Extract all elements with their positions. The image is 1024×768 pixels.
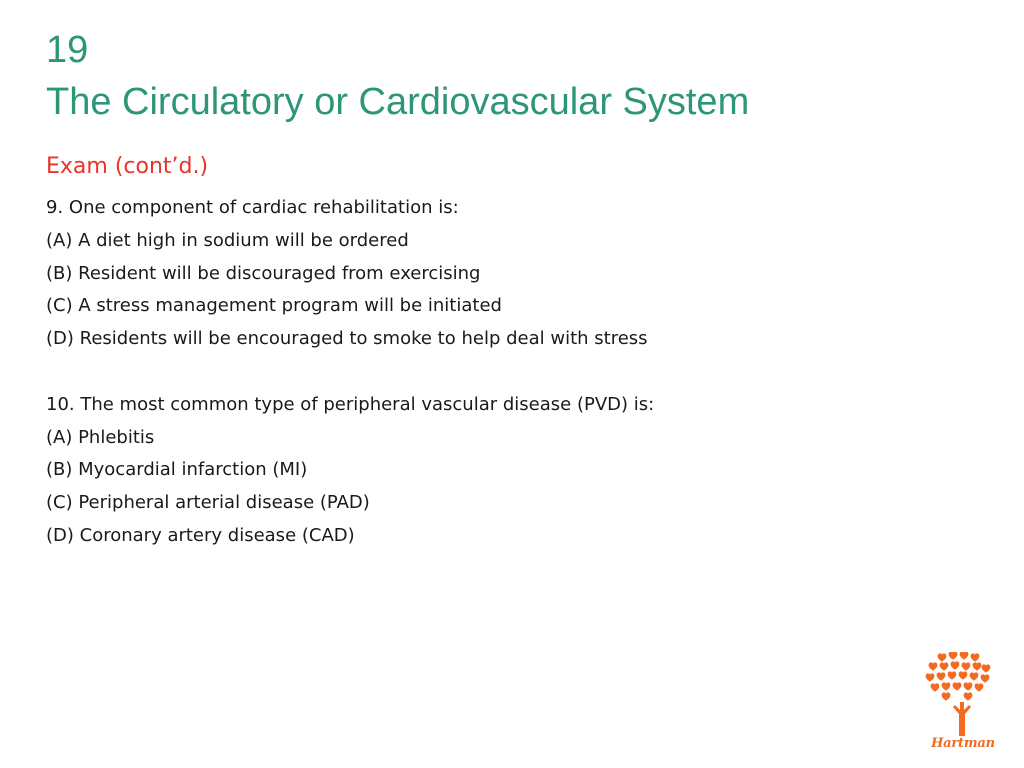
chapter-number: 19 <box>46 29 89 71</box>
question-9-option-a: (A) A diet high in sodium will be ordered <box>46 229 409 251</box>
blank-line <box>46 356 946 389</box>
question-10-option-c: (C) Peripheral arterial disease (PAD) <box>46 492 370 514</box>
logo-wordmark: Hartman <box>931 736 995 751</box>
question-10-option-a: (A) Phlebitis <box>46 426 155 448</box>
question-list <box>46 192 946 553</box>
question-9-option-b: (B) Resident will be discouraged from exercising <box>46 262 481 284</box>
question-10-option-b: (B) Myocardial infarction (MI) <box>46 459 308 481</box>
question-9-option-d: (D) Residents will be encouraged to smoke to help deal with stress <box>46 328 648 350</box>
section-heading: Exam (cont’d.) <box>46 154 209 179</box>
question-9-option-c: (C) A stress management program will be initiated <box>46 295 502 317</box>
question-9-stem: 9. One component of cardiac rehabilitation is: <box>46 197 459 218</box>
heart-tree-icon <box>922 652 1004 736</box>
question-10-stem: 10. The most common type of peripheral vascular disease (PVD) is: <box>46 393 655 415</box>
hartman-logo <box>922 652 1004 756</box>
question-10-option-d: (D) Coronary artery disease (CAD) <box>46 524 355 546</box>
slide-title: The Circulatory or Cardiovascular System <box>46 81 750 123</box>
